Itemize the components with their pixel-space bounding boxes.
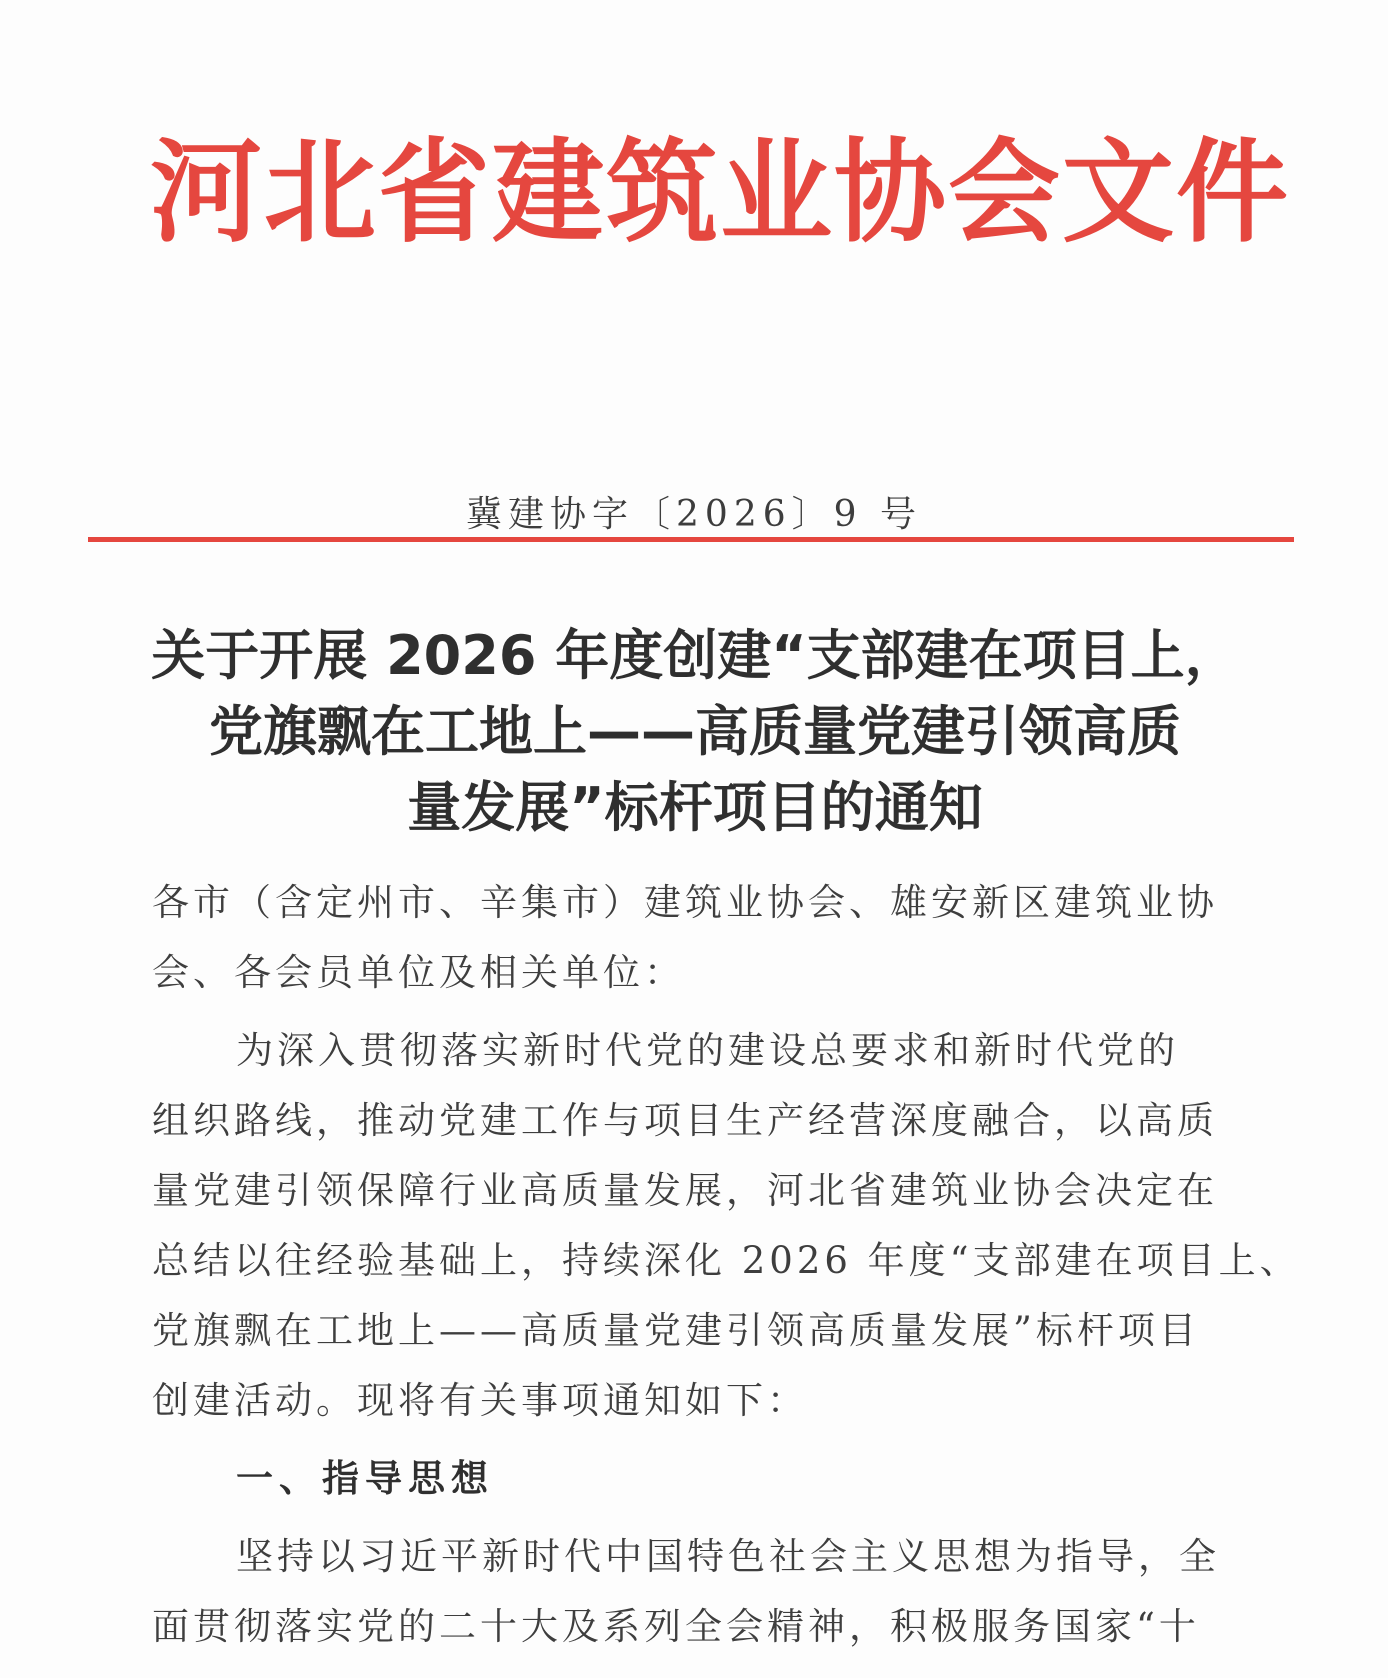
intro-line: 为深入贯彻落实新时代党的建设总要求和新时代党的 xyxy=(236,1029,1179,1072)
section-line: 面贯彻落实党的二十大及系列全会精神，积极服务国家“十 xyxy=(152,1605,1200,1648)
intro-line: 党旗飘在工地上——高质量党建引领高质量发展”标杆项目 xyxy=(152,1309,1200,1352)
notice-title-line: 党旗飘在工地上——高质量党建引领高质 xyxy=(209,700,1181,763)
addressee-line: 会、各会员单位及相关单位： xyxy=(152,951,685,994)
intro-line: 总结以往经验基础上，持续深化 2026 年度“支部建在项目上、 xyxy=(152,1239,1301,1282)
addressee-line: 各市（含定州市、辛集市）建筑业协会、雄安新区建筑业协 xyxy=(152,881,1218,924)
intro-line: 量党建引领保障行业高质量发展，河北省建筑业协会决定在 xyxy=(152,1169,1218,1212)
notice-title-line: 量发展”标杆项目的通知 xyxy=(407,776,983,839)
org-header-title: 河北省建筑业协会文件 xyxy=(150,128,1290,258)
intro-line: 创建活动。现将有关事项通知如下： xyxy=(152,1379,808,1422)
paragraph-gap xyxy=(152,1008,1252,1016)
notice-title xyxy=(90,618,1300,846)
notice-title-line: 关于开展 2026 年度创建“支部建在项目上， xyxy=(151,624,1239,687)
section-line: 坚持以习近平新时代中国特色社会主义思想为指导，全 xyxy=(236,1535,1220,1578)
red-divider-line xyxy=(88,537,1294,542)
paragraph-gap xyxy=(152,1514,1252,1522)
intro-line: 组织路线，推动党建工作与项目生产经营深度融合，以高质 xyxy=(152,1099,1218,1142)
paragraph-gap xyxy=(152,1436,1252,1444)
document-number: 冀建协字〔2026〕9 号 xyxy=(466,494,922,535)
notice-body xyxy=(152,868,1301,1662)
section-heading: 一、指导思想 xyxy=(236,1457,494,1500)
